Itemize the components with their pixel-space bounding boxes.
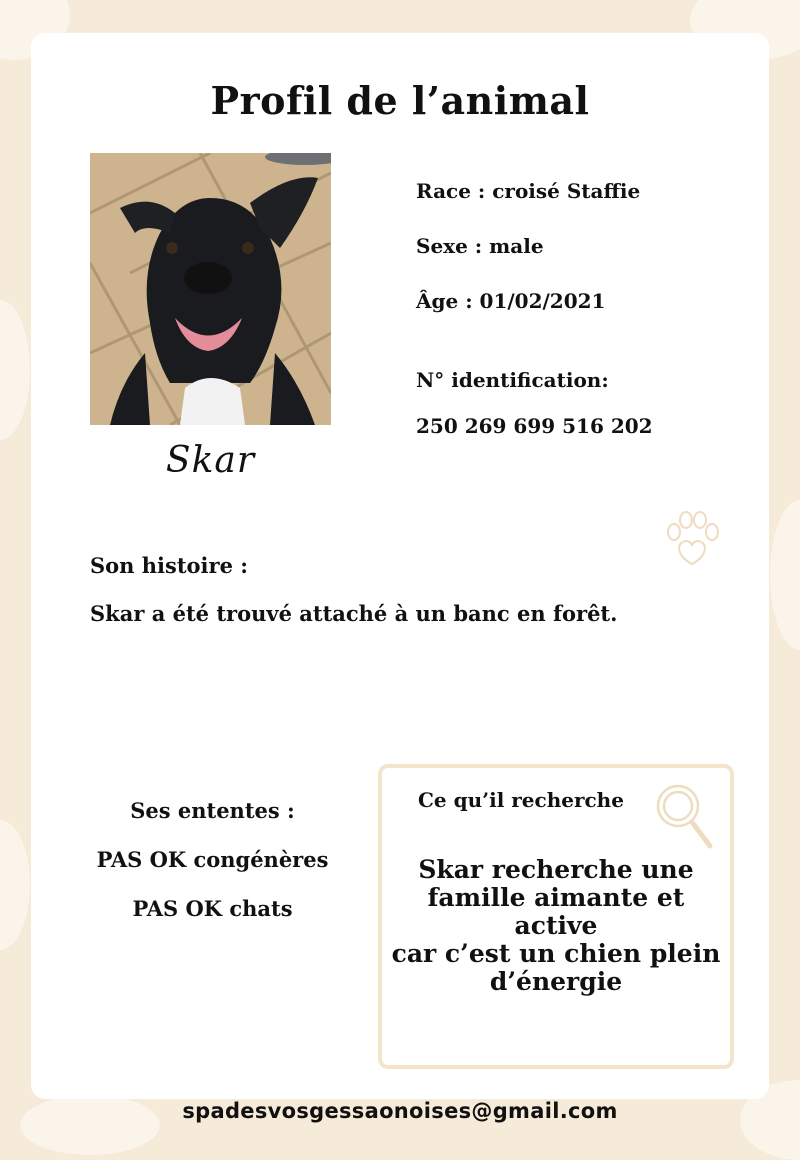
animal-photo <box>90 153 331 425</box>
paw-heart-icon <box>662 510 722 568</box>
identification-label: N° identification: <box>416 368 609 392</box>
dog-photo-illustration <box>90 153 331 425</box>
search-text <box>388 856 724 996</box>
entente-item: PAS OK chats <box>132 896 293 921</box>
search-box <box>378 764 734 1069</box>
entente-item: PAS OK congénères <box>96 847 329 872</box>
search-text-line: d’énergie <box>489 967 623 996</box>
search-text-line: Skar recherche une <box>418 855 694 884</box>
sexe-field: Sexe : male <box>416 234 544 258</box>
ententes-heading: Ses ententes : <box>130 798 295 823</box>
story-text: Skar a été trouvé attaché à un banc en forêt. <box>90 601 618 626</box>
age-field: Âge : 01/02/2021 <box>416 289 606 313</box>
race-field: Race : croisé Staffie <box>416 179 641 203</box>
story-heading: Son histoire : <box>90 553 248 578</box>
page-title: Profil de l’animal <box>210 78 590 123</box>
magnifier-icon <box>654 782 716 854</box>
animal-name: Skar <box>165 440 256 481</box>
search-text-line: famille aimante et active <box>427 883 685 940</box>
search-text-line: car c’est un chien plein <box>391 939 721 968</box>
identification-number: 250 269 699 516 202 <box>416 414 653 438</box>
contact-email[interactable]: spadesvosgessaonoises@gmail.com <box>182 1099 618 1123</box>
search-heading: Ce qu’il recherche <box>418 788 624 812</box>
background-paw-decor <box>0 820 30 950</box>
background-paw-decor <box>0 300 30 440</box>
background-paw-decor <box>770 500 800 650</box>
